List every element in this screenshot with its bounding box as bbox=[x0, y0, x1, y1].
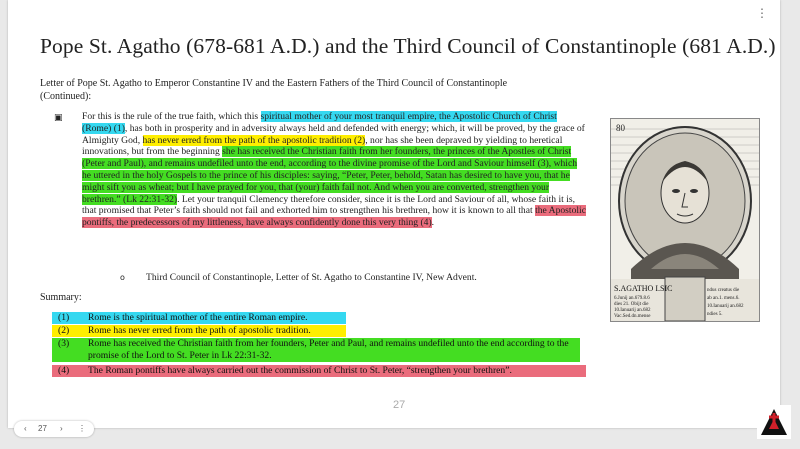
summary-text: Rome is the spiritual mother of the entire Roman empire. bbox=[88, 312, 308, 323]
summary-text: The Roman pontiffs have always carried out the commission of Christ to St. Peter, “strengthen your brethren”. bbox=[88, 365, 512, 376]
circle-bullet-icon: o bbox=[120, 273, 125, 282]
intro-line: Letter of Pope St. Agatho to Emperor Constantine IV and the Eastern Fathers of the Third Council of Constantinople bbox=[40, 78, 508, 89]
summary-number: (2) bbox=[58, 325, 70, 336]
quote-text: For this is the rule of the true faith, which this bbox=[82, 111, 261, 122]
highlight-point-3: she has received the Christian faith from her founders, the princes of the Apostles of Christ (Peter and Paul), and remains undefiled unto the end, according to the divine promise of the Lord and Saviour himself (3), which he uttered in the holy Gospels to the prince of his disciples: saying, “Peter, Peter, behold, Satan has desired to have you, that he might sift you as wheat; but I have prayed for you, that (your) faith fail not. And when you are converted, strengthen your brethren.” (Lk 22:31-32) bbox=[82, 146, 578, 205]
summary-text: Rome has never erred from the path of apostolic tradition. bbox=[88, 325, 311, 336]
summary-item-1 bbox=[52, 312, 346, 324]
portrait-caption-line: ndus creatus die bbox=[707, 288, 740, 293]
summary-text: Rome has received the Christian faith from her founders, Peter and Paul, and remains undefiled unto the end according to the promise of the Lord to St. Peter in Lk 22:31-32. bbox=[88, 338, 569, 361]
source-citation bbox=[120, 272, 477, 283]
portrait-caption-line: ndies 5. bbox=[707, 312, 723, 317]
summary-item-2 bbox=[52, 325, 346, 337]
portrait-engraving bbox=[611, 119, 759, 321]
summary-label: Summary: bbox=[40, 292, 82, 303]
intro-text bbox=[40, 78, 540, 103]
portrait-caption-line: 6.Junij an.679.8.6 bbox=[614, 296, 650, 301]
highlight-point-2: has never erred from the path of the apostolic tradition (2) bbox=[142, 134, 366, 146]
portrait-caption-line: 10.Ianuarij an.682 bbox=[614, 308, 651, 313]
portrait-caption-line: ab an.1. mens.6. bbox=[707, 296, 740, 301]
intro-line-continued: (Continued): bbox=[40, 90, 92, 102]
portrait-caption-line: Vac.Sed.dn.mense bbox=[614, 314, 651, 319]
portrait-caption-line: dies 21. Obijt die bbox=[614, 302, 649, 307]
slide-menu-icon[interactable]: ⋮ bbox=[78, 424, 86, 433]
summary-number: (4) bbox=[58, 365, 70, 376]
current-slide-number: 27 bbox=[38, 424, 47, 433]
prev-slide-button[interactable]: ‹ bbox=[24, 424, 27, 433]
slide-title: Pope St. Agatho (678-681 A.D.) and the Third Council of Constantinople (681 A.D.) bbox=[40, 34, 776, 58]
summary-number: (1) bbox=[58, 312, 70, 323]
channel-logo-icon bbox=[757, 405, 791, 439]
quote-text: . Let your tranquil Clemency therefore consider, since it is the Lord and Saviour of all, whose faith it is, that promised that Peter’s faith should not fail and exhorted him to strengthen his brethren, how it is known to all that bbox=[82, 193, 576, 217]
highlight-point-1: spiritual mother of your most tranquil empire, the Apostolic Church of Christ (Rome) (1) bbox=[82, 111, 557, 134]
portrait-caption-line: 10.Ianuarij an.682 bbox=[707, 304, 744, 309]
pope-agatho-portrait bbox=[610, 118, 760, 322]
summary-number: (3) bbox=[58, 338, 70, 349]
slide bbox=[8, 0, 780, 428]
portrait-corner-number: 80 bbox=[616, 123, 625, 133]
summary-item-4 bbox=[52, 365, 586, 377]
summary-item-3 bbox=[52, 338, 580, 362]
quote-text: . bbox=[431, 217, 435, 229]
next-slide-button[interactable]: › bbox=[60, 424, 63, 433]
quote-text: , nor has she been depraved by yielding to heretical innovations, but from the beginning bbox=[82, 134, 563, 158]
more-vert-icon[interactable]: ⋮ bbox=[756, 6, 768, 20]
source-text: Third Council of Constantinople, Letter of St. Agatho to Constantine IV, New Advent. bbox=[146, 272, 477, 283]
slide-navigator bbox=[14, 421, 94, 437]
portrait-caption-name: S.AGATHO I.SIC bbox=[614, 284, 673, 293]
slide-page-number: 27 bbox=[393, 399, 406, 411]
highlight-point-4: the Apostolic pontiffs, the predecessors of my littleness, have always confidently done this very thing (4) bbox=[82, 205, 586, 229]
quote-text: , has both in prosperity and in adversity always held and defended with energy; which, it will be proved, by the grace of Almighty God, bbox=[82, 122, 585, 146]
square-bullet-icon: ▣ bbox=[54, 113, 63, 123]
quote-paragraph bbox=[82, 111, 588, 229]
